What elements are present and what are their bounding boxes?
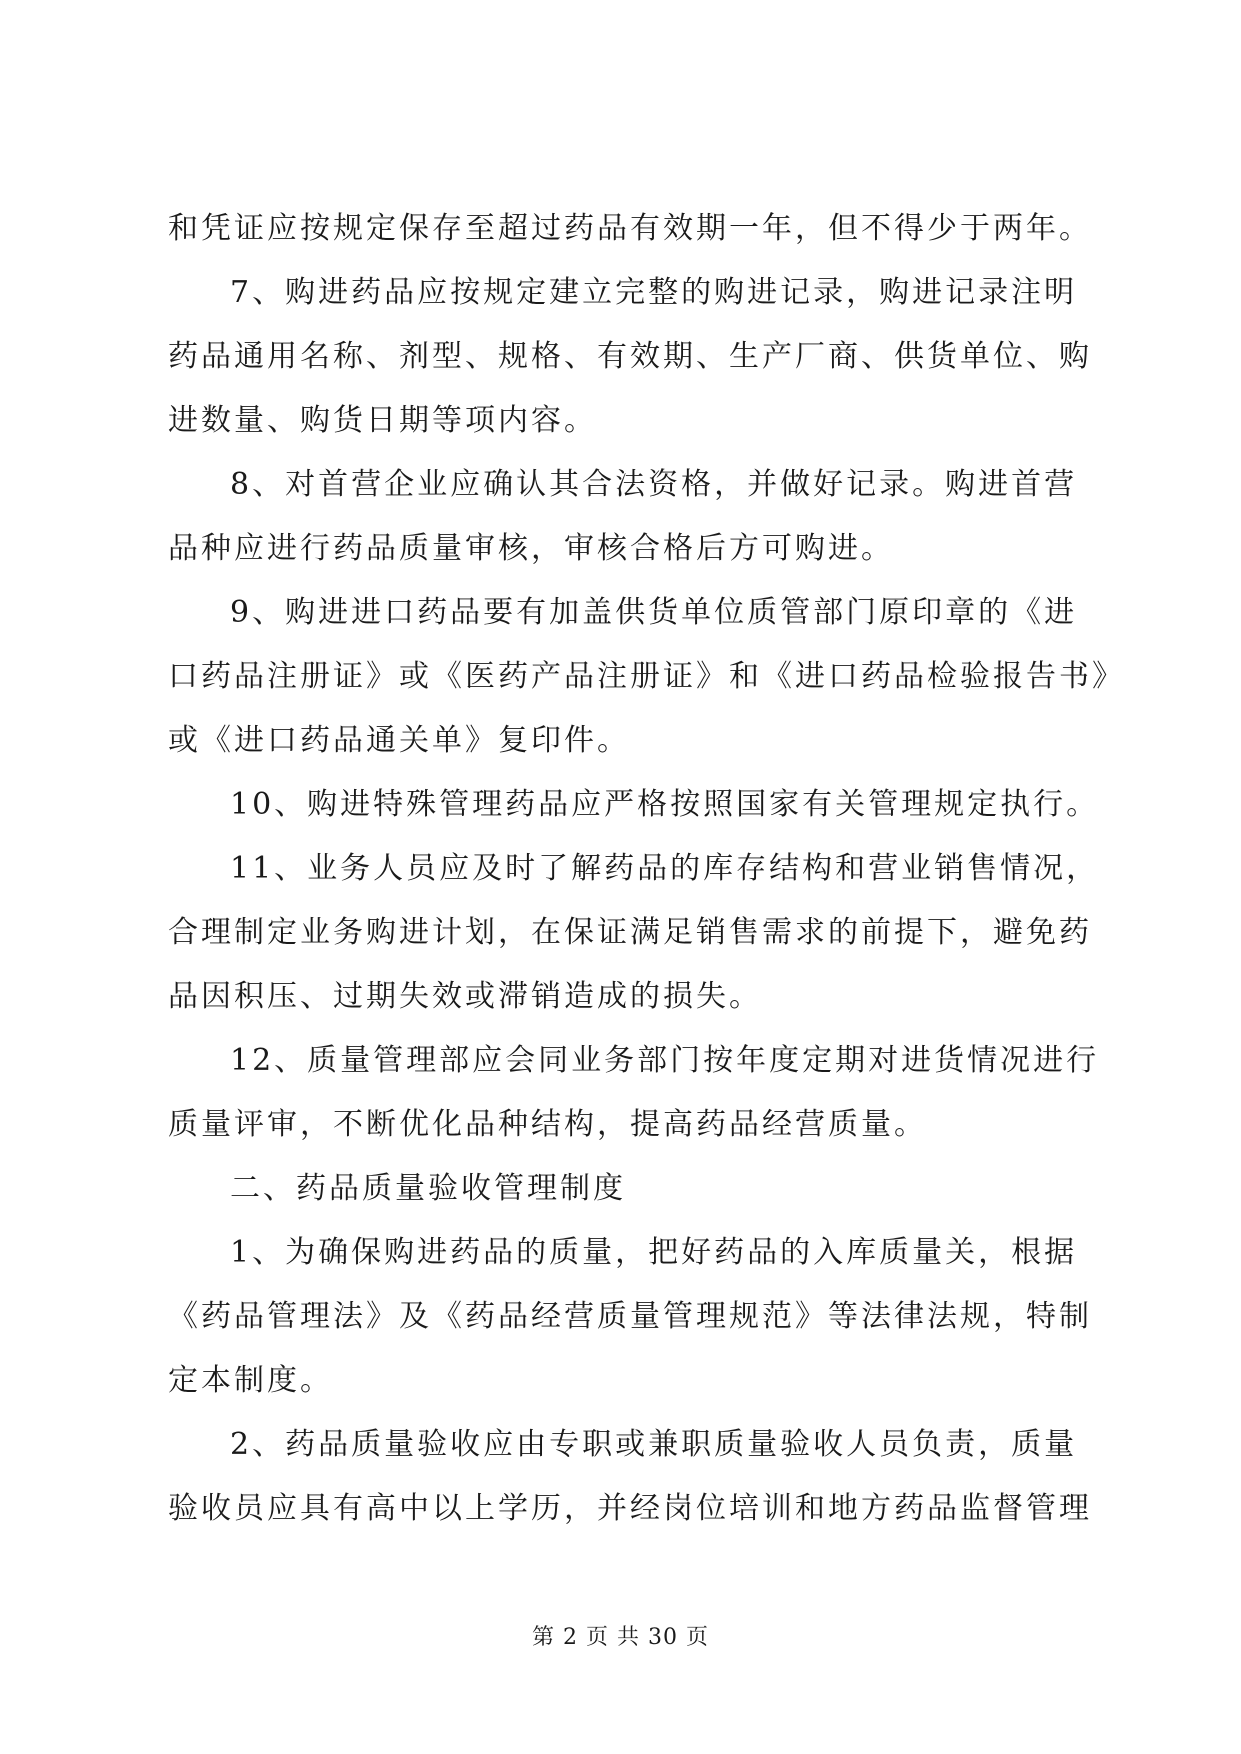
text-line: 7、购进药品应按规定建立完整的购进记录，购进记录注明 (230, 275, 1078, 310)
text-line: 《药品管理法》及《药品经营质量管理规范》等法律法规，特制 (168, 1299, 1092, 1334)
text-line: 进数量、购货日期等项内容。 (168, 403, 597, 438)
text-line: 品种应进行药品质量审核，审核合格后方可购进。 (168, 531, 894, 566)
text-line: 8、对首营企业应确认其合法资格，并做好记录。购进首营 (230, 467, 1078, 502)
text-line: 定本制度。 (168, 1363, 333, 1398)
text-line: 10、购进特殊管理药品应严格按照国家有关管理规定执行。 (230, 787, 1100, 822)
text-line: 合理制定业务购进计划，在保证满足销售需求的前提下，避免药 (168, 915, 1092, 950)
text-line: 或《进口药品通关单》复印件。 (168, 723, 630, 758)
text-line: 验收员应具有高中以上学历，并经岗位培训和地方药品监督管理 (168, 1491, 1092, 1526)
text-line: 11、业务人员应及时了解药品的库存结构和营业销售情况， (230, 851, 1100, 886)
text-line: 和凭证应按规定保存至超过药品有效期一年，但不得少于两年。 (168, 211, 1092, 246)
text-line: 药品通用名称、剂型、规格、有效期、生产厂商、供货单位、购 (168, 339, 1092, 374)
text-line: 口药品注册证》或《医药产品注册证》和《进口药品检验报告书》 (168, 659, 1125, 694)
text-line: 1、为确保购进药品的质量，把好药品的入库质量关，根据 (230, 1235, 1078, 1270)
section-heading: 二、药品质量验收管理制度 (230, 1171, 626, 1206)
text-line: 9、购进进口药品要有加盖供货单位质管部门原印章的《进 (230, 595, 1078, 630)
text-line: 品因积压、过期失效或滞销造成的损失。 (168, 979, 762, 1014)
text-line: 2、药品质量验收应由专职或兼职质量验收人员负责，质量 (230, 1427, 1078, 1462)
text-line: 12、质量管理部应会同业务部门按年度定期对进货情况进行 (230, 1043, 1100, 1078)
text-line: 质量评审，不断优化品种结构，提高药品经营质量。 (168, 1107, 927, 1142)
page-number-footer: 第 2 页 共 30 页 (532, 1625, 709, 1650)
